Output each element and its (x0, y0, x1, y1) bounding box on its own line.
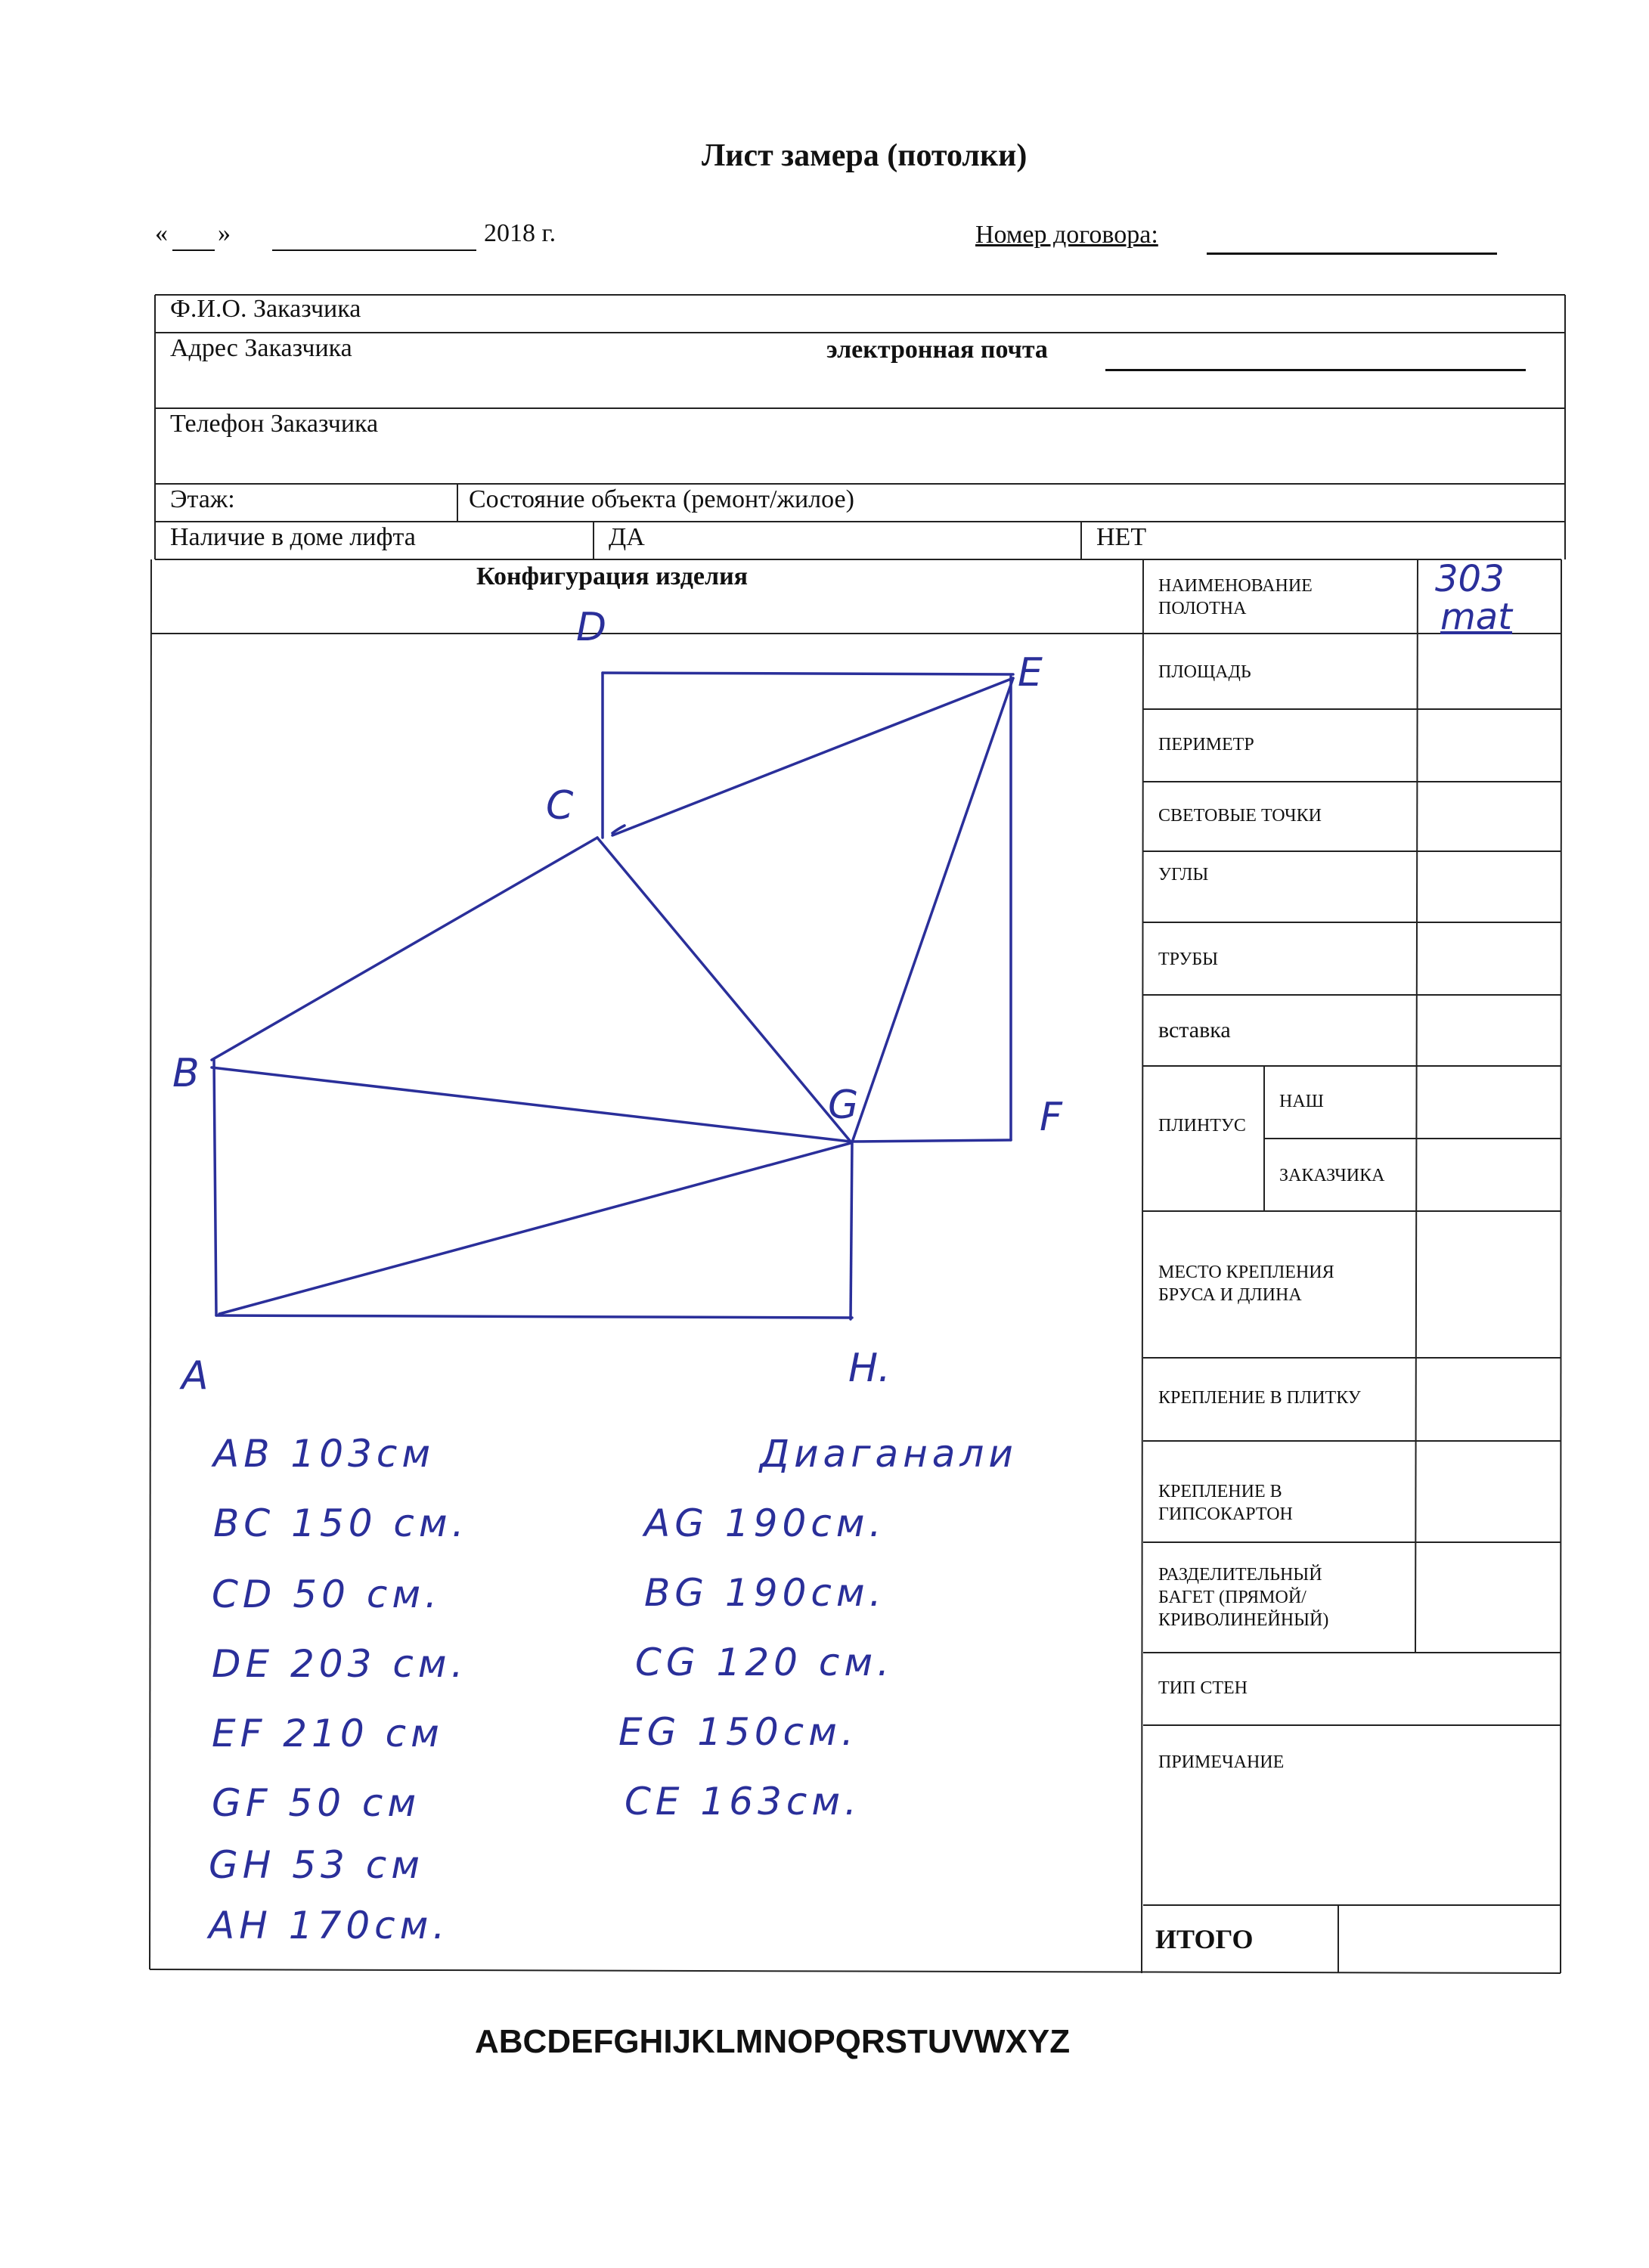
side-measure-AH: AH 170cм. (209, 1904, 450, 1947)
side-measure-DE: DE 203 cм. (212, 1642, 468, 1686)
note-label: ПРИМЕЧАНИЕ (1158, 1752, 1285, 1772)
edge-AH (216, 1315, 852, 1318)
contract-number-label: Номер договора: (975, 221, 1158, 249)
tile-mount-label: КРЕПЛЕНИЕ В ПЛИТКУ (1158, 1388, 1361, 1408)
perimeter-label: ПЕРИМЕТР (1158, 735, 1254, 754)
edge-AB (214, 1060, 216, 1315)
diagonal-measure-CE: CE 163cм. (625, 1780, 861, 1823)
alphabet-strip: ABCDEFGHIJKLMNOPQRSTUVWXYZ (475, 2023, 1071, 2060)
customer-name-label: Ф.И.О. Заказчика (170, 295, 361, 323)
edge-GF (851, 1140, 1011, 1142)
vertex-A-label: A (181, 1353, 209, 1399)
edge-EG (853, 678, 1013, 1140)
baseboard-ours-label: НАШ (1279, 1092, 1324, 1111)
edge-BG (212, 1067, 851, 1142)
beam-place-label: МЕСТО КРЕПЛЕНИЯ БРУСА И ДЛИНА (1158, 1263, 1334, 1305)
side-measure-CD: CD 50 cм. (212, 1572, 442, 1616)
vertex-B-label: B (172, 1051, 200, 1096)
vertex-F-label: F (1040, 1095, 1062, 1140)
edge-BC (212, 838, 597, 1060)
drywall-mount-label: КРЕПЛЕНИЕ В ГИПСОКАРТОН (1158, 1482, 1293, 1524)
side-measure-BC: BC 150 cм. (213, 1501, 469, 1545)
edge-DE (603, 673, 1013, 674)
diagonal-measure-EG: EG 150cм. (618, 1710, 858, 1754)
vertex-C-label: C (546, 783, 574, 829)
object-state-label: Состояние объекта (ремонт/жилое) (469, 485, 854, 513)
floor-label: Этаж: (170, 485, 235, 513)
diagonal-measure-BG: BG 190cм. (644, 1571, 886, 1615)
vertex-H-label: H. (848, 1346, 891, 1391)
edge-CG (597, 838, 851, 1142)
date-close-quote: » (218, 219, 231, 247)
side-measure-AB: AB 103cм (213, 1432, 435, 1476)
corners-label: УГЛЫ (1158, 865, 1209, 885)
elevator-no-option[interactable]: НЕТ (1096, 523, 1147, 551)
light-points-label: СВЕТОВЫЕ ТОЧКИ (1158, 806, 1322, 826)
insert-label: вставка (1158, 1018, 1231, 1043)
phone-label: Телефон Заказчика (170, 410, 379, 438)
config-label: Конфигурация изделия (476, 562, 749, 590)
date-open-quote: « (155, 219, 168, 247)
side-measure-EF: EF 210 cм (212, 1712, 444, 1755)
customer-address-label: Адрес Заказчика (170, 334, 352, 362)
elevator-yes-option[interactable]: ДА (609, 523, 645, 551)
vertex-G-label: G (828, 1083, 859, 1128)
area-label: ПЛОЩАДЬ (1158, 662, 1251, 682)
diagonals-title: Диаганали (760, 1432, 1018, 1476)
vertex-D-label: D (576, 605, 607, 650)
side-measure-GH: GH 53 cм (209, 1843, 424, 1887)
diagonal-measure-CG: CG 120 cм. (635, 1641, 894, 1684)
total-label: ИТОГО (1155, 1924, 1254, 1954)
page-title: Лист замера (потолки) (702, 138, 1028, 173)
side-measure-GF: GF 50 cм (212, 1781, 421, 1825)
canvas-name-value-2: mat (1440, 596, 1512, 638)
baseboard-label: ПЛИНТУС (1158, 1116, 1246, 1136)
vertex-E-label: E (1018, 650, 1043, 696)
baseboard-customer-label: ЗАКАЗЧИКА (1279, 1166, 1385, 1185)
diagonal-measure-AG: AG 190cм. (644, 1501, 886, 1545)
pipes-label: ТРУБЫ (1158, 950, 1219, 969)
separator-label: РАЗДЕЛИТЕЛЬНЫЙ БАГЕТ (ПРЯМОЙ/ КРИВОЛИНЕЙНЫЙ) (1158, 1565, 1329, 1630)
date-year: 2018 г. (484, 219, 556, 247)
canvas-name-label: НАИМЕНОВАНИЕ ПОЛОТНА (1158, 576, 1313, 618)
wall-type-label: ТИП СТЕН (1158, 1678, 1248, 1698)
edge-CE (612, 678, 1013, 835)
edge-GH (851, 1142, 852, 1319)
canvas-name-value-1: 303 (1435, 558, 1505, 600)
edge-AG (219, 1143, 851, 1314)
elevator-label: Наличие в доме лифта (170, 523, 416, 551)
email-label: электронная почта (826, 336, 1048, 364)
